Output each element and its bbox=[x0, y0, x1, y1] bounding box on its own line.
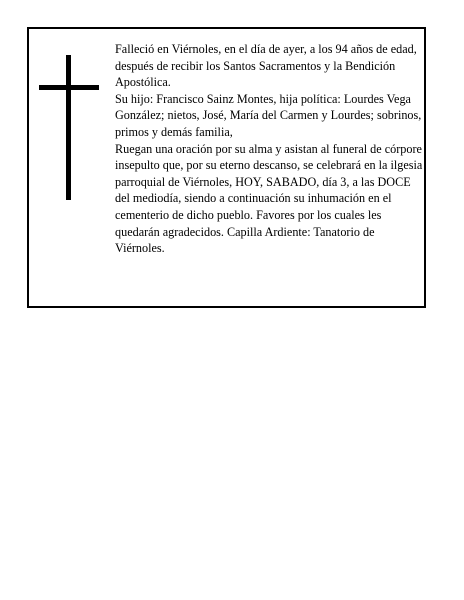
obituary-notice bbox=[27, 27, 426, 308]
obituary-text bbox=[115, 41, 423, 257]
obituary-announcement: Falleció en Viérnoles, en el día de ayer, a los 94 años de edad, después de recibir los Santos Sacramentos y la Bendición Apostólica. bbox=[115, 42, 417, 90]
cross-horizontal-bar bbox=[39, 85, 99, 90]
cross-vertical-bar bbox=[66, 55, 71, 200]
obituary-funeral-details: Ruegan una oración por su alma y asistan al funeral de córpore insepulto que, por su eterno descanso, se celebrará en la ilgesia parroquial de Viérnoles, HOY, SABADO, día 3, a las DOCE del mediodía, siendo a continuación su inhumación en el cementerio de dicho pueblo. Favores por los cuales les quedarán agradecidos. Capilla Ardiente: Tanatorio de Viérnoles. bbox=[115, 141, 423, 256]
obituary-family: Su hijo: Francisco Sainz Montes, hija política: Lourdes Vega González; nietos, José, María del Carmen y Lourdes; sobrinos, primos y demás familia, bbox=[115, 91, 422, 139]
latin-cross-icon bbox=[39, 55, 99, 200]
